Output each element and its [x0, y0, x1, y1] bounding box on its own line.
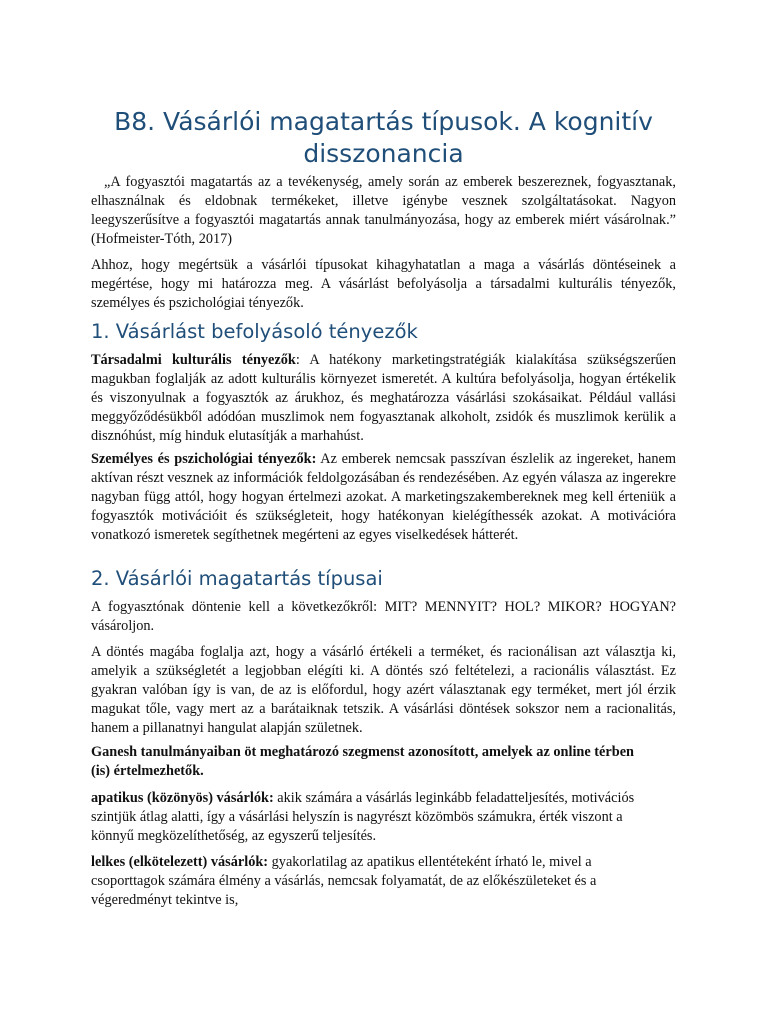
section2-p5-text: gyakorlatilag az apatikus ellentéteként írható le, mivel a csoporttagok számára élmény a vásárlás, nemcsak folyamatát, de az előkészületeket és a végeredményt tekintve is, — [91, 854, 597, 908]
section2-p4-bold: apatikus (közönyös) vásárlók: — [91, 790, 274, 806]
section2-paragraph1: A fogyasztónak döntenie kell a következőkről: MIT? MENNYIT? HOL? MIKOR? HOGYAN? vásároljon. — [91, 599, 676, 634]
section2-paragraph2: A döntés magába foglalja azt, hogy a vásárló értékeli a terméket, és racionálisan azt választja ki, amelyik a szükségletét a legjobban elégíti ki. A döntés szó feltételezi, a racionális választást. Ez gyakran valóban így is van, de az is előfordul, hogy azért választanak egy terméket, mert jól érzik magukat tőle, vagy mert az a barátaiknak tetszik. A vásárlási döntések sokszor nem a racionalitás, hanem a pillanatnyi hangulat alapján születnek. — [91, 644, 676, 736]
section2-paragraph5 — [91, 853, 651, 910]
section1-paragraph2 — [91, 450, 676, 545]
section2-paragraph3 — [91, 743, 651, 781]
intro-paragraph: Ahhoz, hogy megértsük a vásárlói típusokat kihagyhatatlan a maga a vásárlás döntéseinek a megértése, hogy mi határozza meg. A vásárlást befolyásolja a társadalmi kulturális tényezők, személyes és pszichológiai tényezők. — [91, 257, 676, 311]
section2-heading: 2. Vásárlói magatartás típusai — [91, 567, 383, 590]
section1-p2-bold: Személyes és pszichológiai tényezők: — [91, 451, 317, 467]
section2-p3-bold: Ganesh tanulmányaiban öt meghatározó szegmenst azonosított, amelyek az online térben (is) értelmezhetők. — [91, 744, 634, 779]
section1-heading: 1. Vásárlást befolyásoló tényezők — [91, 320, 418, 343]
intro-quote: „A fogyasztói magatartás az a tevékenység, amely során az emberek beszereznek, fogyasztanak, elhasználnak és eldobnak termékeket, illetve igénybe vesznek szolgáltatásokat. Nagyon leegyszerűsítve a fogyasztói magatartás annak tanulmányozása, hogy az emberek miért vásárolnak.” (Hofmeister-Tóth, 2017) — [91, 174, 676, 247]
section1-paragraph1 — [91, 351, 676, 446]
section2-p4-text: akik számára a vásárlás leginkább feladatteljesítés, motivációs szintjük átlag alatti, így a vásárlási helyszín is nagyrészt közömbös számukra, érték viszont a könnyű megközelíthetőség, az egyszerű teljesítés. — [91, 790, 635, 844]
document-title: B8. Vásárlói magatartás típusok. A kognitív disszonancia — [114, 107, 653, 168]
section1-p1-text: : A hatékony marketingstratégiák kialakítása szükségszerűen magukban foglalják az adott kulturális környezet ismeretét. A kultúra befolyásolja, hogyan értékelik és viszonyulnak a fogyasztók az árukhoz, és meghatározza vásárlási szokásaikat. Például vallási meggyőződésükből adódóan muszlimok nem fogyasztanak alkoholt, zsidók és muszlimok kerülik a disznóhúst, míg hinduk elutasítják a marhahúst. — [91, 352, 676, 444]
section2-paragraph4 — [91, 789, 656, 846]
section1-p1-bold: Társadalmi kulturális tényezők — [91, 352, 296, 368]
section2-p5-bold: lelkes (elkötelezett) vásárlók: — [91, 854, 269, 870]
section1-p2-text: Az emberek nemcsak passzívan észlelik az ingereket, hanem aktívan részt vesznek az információk feldolgozásában és rendezésében. Az egyén válasza az ingerekre nagyban függ attól, hogy hogyan értelmezi azokat. A marketingszakembereknek meg kell érteniük a fogyasztók motivációit és szükségleteit, hogy hatékonyan kielégíthessék azokat. A motivációra vonatkozó ismeretek segíthetnek megérteni az egyes viselkedések hátterét. — [91, 451, 676, 543]
